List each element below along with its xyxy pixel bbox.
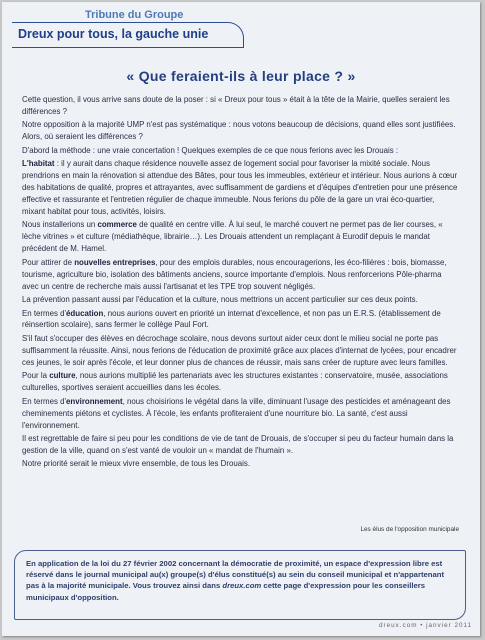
signature: Les élus de l'opposition municipale xyxy=(360,526,459,533)
paragraph: Pour la culture, nous aurions multiplié les partenariats avec les structures existantes : conservatoire, musée, associations culturelles, sportives seraient accueillies dans les écoles. xyxy=(22,371,448,393)
topic-keyword: commerce xyxy=(97,220,137,230)
magazine-page xyxy=(2,2,480,636)
page-footer: dreux.com • janvier 2011 xyxy=(379,622,472,629)
paragraph: La prévention passant aussi par l'éducation et la culture, nous mettrions un accent particulier sur ces deux points. xyxy=(22,295,418,305)
paragraph: Il est regrettable de faire si peu pour les conditions de vie de tant de Drouais, de s'occuper si peu du facteur humain dans la gestion de la ville, quand on s'est vanté de vouloir un « mandat de l'humain ». xyxy=(22,434,454,455)
topic-keyword: culture xyxy=(49,371,76,381)
topic-keyword: L'habitat xyxy=(22,159,55,169)
paragraph: Notre opposition à la majorité UMP n'est pas systématique : nous votons beaucoup de décisions, quand elles sont justifiées. Alors, où seraient les différences ? xyxy=(22,120,456,142)
paragraph: En termes d'environnement, nous choisirions le végétal dans la ville, diminuant l'usage des pesticides et aménageant des cheminements piétons et cyclistes. À l'école, les enfants profiteraient d'une nourriture bio. La santé, c'est aussi l'environnement. xyxy=(22,396,451,430)
paragraph: En termes d'éducation, nous aurions ouvert en priorité un internat d'excellence, et non pas un E.R.S. (établissement de réinsertion scolaire), sans fermer le collège Paul Fort. xyxy=(22,308,441,330)
paragraph: Notre priorité serait le mieux vivre ensemble, de tous les Drouais. xyxy=(22,459,251,469)
paragraph: Pour attirer de nouvelles entreprises, pour des emplois durables, nous encouragerions, les éco-filières : bois, biomasse, tourisme, agriculture bio, isolation des bâtiments anciens, source importante d'emplois. Nous renforcerions Pôle-pharma avec un centre de recherche mais aussi l'artisanat et les TPE trop souvent négligés. xyxy=(22,257,447,291)
legal-notice-box: En application de la loi du 27 février 2002 concernant la démocratie de proximité, un espace d'expression libre est réservé dans le journal municipal au(x) groupe(s) d'élus constitué(s) au sein du conseil municipal et n'appartenant pas à la majorité municipale. Vous trouvez ainsi dans dreux.com cette page d'expression pour les conseillers municipaux d'opposition. xyxy=(14,550,466,620)
group-title: Dreux pour tous, la gauche unie xyxy=(18,27,209,41)
article-headline: « Que feraient-ils à leur place ? » xyxy=(126,68,356,84)
paragraph: Nous installerions un commerce de qualité en centre ville. À lui seul, le marché couvert ne permet pas de lier courses, « lèche vitrines » et culture (médiathèque, librairie…). Les Drouais attendent un remplaçant à Eurodif depuis le mandat précédent de M. Hamel. xyxy=(22,220,443,254)
topic-keyword: environnement xyxy=(66,396,123,406)
paragraph: S'il faut s'occuper des élèves en décrochage scolaire, nous devons surtout aider ceux dont le milieu social ne porte pas suffisamment la réussite. Ainsi, nous ferions de l'éducation de proximité grâce aux places d'internat de lycées, pour encadrer ces jeunes, le soir après l'école, et leur donner plus de chances de réussir, mais sans créer de rupture avec leurs familles. xyxy=(22,333,457,367)
site-name: dreux.com xyxy=(222,581,262,591)
paragraph: L'habitat : il y aurait dans chaque résidence nouvelle assez de logement social pour favoriser la mixité sociale. Nous prendrions en main la rénovation si attendue des Bâtes, pour tous les immeubles, extérieur et intérieur. Nous aurions à cœur des habitations de qualité, propres et attrayantes, avec suffisamment de gardiens et d'équipes d'entretien pour une présence effective et rassurante et l'entretien régulier de chaque immeuble. Nous ferions du pôle de la gare un vrai éco-quartier, mixant habitat pour tous, activités, loisirs. xyxy=(22,159,458,216)
paragraph: Cette question, il vous arrive sans doute de la poser : si « Dreux pour tous » était à la tête de la Mairie, quelles seraient les différences ? xyxy=(22,95,450,116)
paragraph: D'abord la méthode : une vraie concertation ! Quelques exemples de ce que nous ferions avec les Drouais : xyxy=(22,145,399,155)
section-subtitle: Tribune du Groupe xyxy=(85,9,184,21)
topic-keyword: nouvelles entreprises xyxy=(74,257,156,267)
article-body xyxy=(22,94,459,472)
topic-keyword: éducation xyxy=(66,308,104,318)
